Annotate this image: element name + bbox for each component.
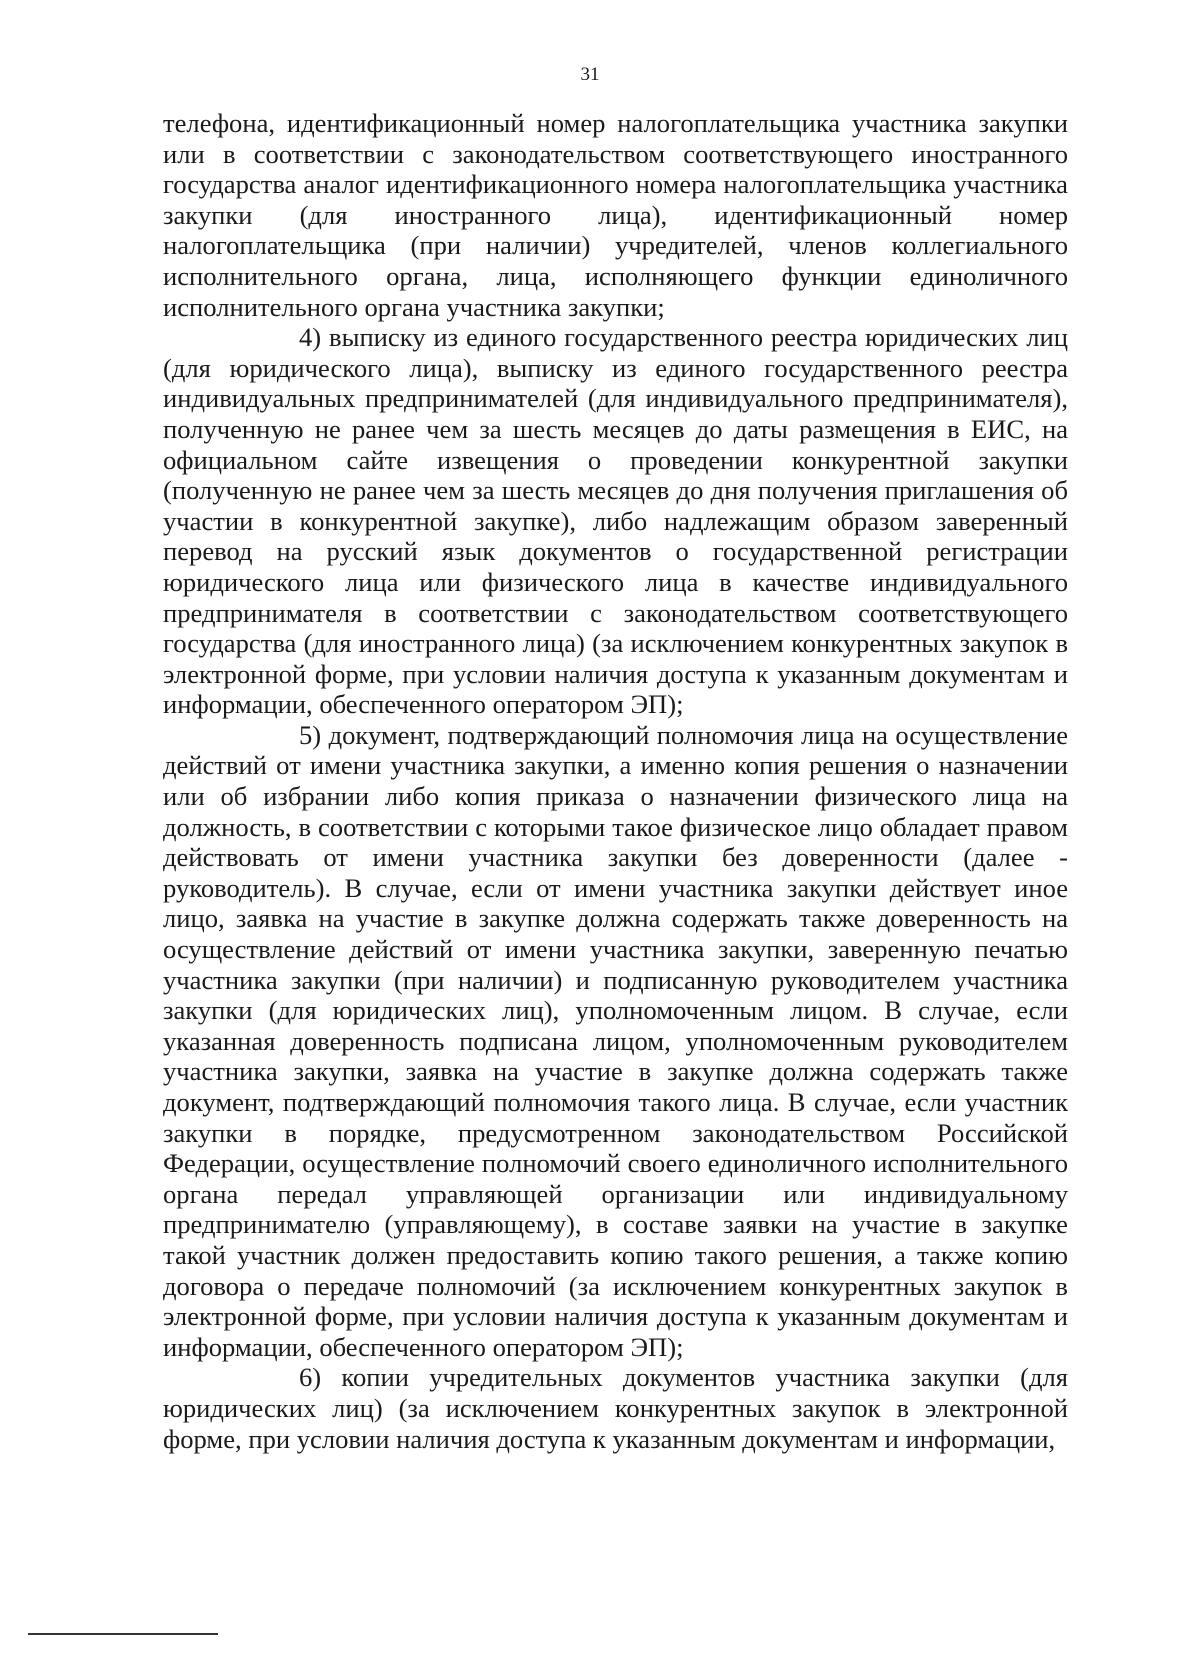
paragraph-text: копии учредительных документов участника закупки (для юридических лиц) (за исключением конкурентных закупок в электронной форме, при условии наличия доступа к указанным документам и информации,: [163, 1362, 1068, 1454]
paragraph-item-6: [163, 1362, 1068, 1454]
paragraph-text: выписку из единого государственного реестра юридических лиц (для юридического лица), выписку из единого государственного реестра индивидуальных предпринимателей (для индивидуального предпринимателя), полученную не ранее чем за шесть месяцев до даты размещения в ЕИС, на официальном сайте извещения о проведении конкурентной закупки (полученную не ранее чем за шесть месяцев до дня получения приглашения об участии в конкурентной закупке), либо надлежащим образом заверенный перевод на русский язык документов о государственной регистрации юридического лица или физического лица в качестве индивидуального предпринимателя в соответствии с законодательством соответствующего государства (для иностранного лица) (за исключением конкурентных закупок в электронной форме, при условии наличия доступа к указанным документам и информации, обеспеченного оператором ЭП);: [163, 322, 1068, 720]
list-marker: 6): [299, 1362, 322, 1393]
document-body: [163, 108, 1068, 1454]
footnote-divider: [28, 1633, 218, 1635]
paragraph-item-4: [163, 322, 1068, 720]
paragraph-item-5: [163, 720, 1068, 1362]
list-marker: 5): [299, 719, 322, 750]
page-number: 31: [580, 64, 600, 85]
list-marker: 4): [299, 322, 322, 353]
paragraph-text: телефона, идентификационный номер налогоплательщика участника закупки или в соответствии с законодательством соответствующего иностранного государства аналог идентификационного номера налогоплательщика участника закупки (для иностранного лица), идентификационный номер налогоплательщика (при наличии) учредителей, членов коллегиального исполнительного органа, лица, исполняющего функции единоличного исполнительного органа участника закупки;: [163, 108, 1068, 322]
paragraph-text: документ, подтверждающий полномочия лица на осуществление действий от имени участника закупки, а именно копия решения о назначении или об избрании либо копия приказа о назначении физического лица на должность, в соответствии с которыми такое физическое лицо обладает правом действовать от имени участника закупки без доверенности (далее - руководитель). В случае, если от имени участника закупки действует иное лицо, заявка на участие в закупке должна содержать также доверенность на осуществление действий от имени участника закупки, заверенную печатью участника закупки (при наличии) и подписанную руководителем участника закупки (для юридических лиц), уполномоченным лицом. В случае, если указанная доверенность подписана лицом, уполномоченным руководителем участника закупки, заявка на участие в закупке должна содержать также документ, подтверждающий полномочия такого лица. В случае, если участник закупки в порядке, предусмотренном законодательством Российской Федерации, осуществление полномочий своего единоличного исполнительного органа передал управляющей организации или индивидуальному предпринимателю (управляющему), в составе заявки на участие в закупке такой участник должен предоставить копию такого решения, а также копию договора о передаче полномочий (за исключением конкурентных закупок в электронной форме, при условии наличия доступа к указанным документам и информации, обеспеченного оператором ЭП);: [163, 719, 1068, 1362]
paragraph-continuation: [163, 108, 1068, 322]
